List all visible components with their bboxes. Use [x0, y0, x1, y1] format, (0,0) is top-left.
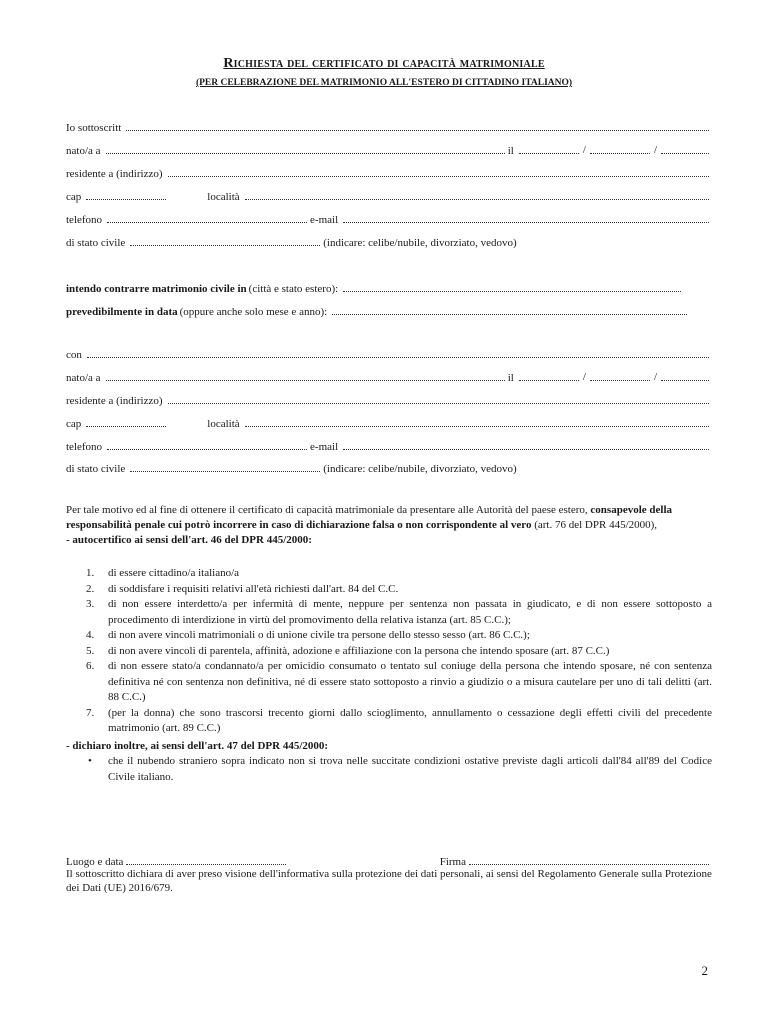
applicant-name-label: Io sottoscritt — [66, 122, 122, 134]
spouse-civil-status-hint: (indicare: celibe/nubile, divorziato, vedovo) — [323, 463, 517, 475]
spouse-phone-line[interactable] — [107, 449, 307, 450]
place-date-line[interactable] — [126, 864, 286, 865]
document-title: Richiesta del certificato di capacità matrimoniale — [223, 56, 545, 71]
declaration-intro-text: Per tale motivo ed al fine di ottenere il certificato di capacità matrimoniale da presentare alle Autorità del paese estero, — [66, 504, 588, 516]
list-item: 7. (per la donna) che sono trascorsi trecento giorni dallo scioglimento, annullamento o cessazione degli effetti civili del precedente matrimonio (art. 89 C.C.) — [86, 706, 712, 734]
applicant-name-field[interactable] — [66, 118, 712, 134]
list-item: 4. di non avere vincoli matrimoniali o di unione civile tra persone dello stesso sesso (art. 86 C.C.); — [86, 629, 530, 641]
applicant-civil-status-hint: (indicare: celibe/nubile, divorziato, vedovo) — [323, 237, 517, 249]
spouse-phone-label: telefono — [66, 441, 103, 453]
applicant-name-line[interactable] — [126, 130, 709, 131]
marriage-place-line[interactable] — [343, 291, 681, 292]
place-date-label: Luogo e data — [66, 856, 124, 868]
spouse-email-line[interactable] — [343, 449, 709, 450]
marriage-place-label: intendo contrarre matrimonio civile in — [66, 283, 247, 295]
marriage-place-hint: (città e stato estero): — [248, 283, 339, 295]
spouse-civil-status-line[interactable] — [130, 471, 320, 472]
spouse-residence-field[interactable] — [66, 391, 712, 407]
applicant-birthplace-line[interactable] — [106, 153, 505, 154]
declaration-intro — [66, 503, 712, 548]
spouse-con-label: con — [66, 349, 82, 361]
spouse-birth-label: nato/a a — [66, 372, 101, 384]
marriage-date-label: prevedibilmente in data — [66, 306, 178, 318]
applicant-civil-status-label: di stato civile — [66, 237, 126, 249]
signature-line[interactable] — [469, 864, 709, 865]
spouse-birth-day-line[interactable] — [519, 380, 579, 381]
place-date-signature-row[interactable] — [66, 852, 712, 868]
spouse-birthplace-line[interactable] — [106, 380, 505, 381]
spouse-residence-label: residente a (indirizzo) — [66, 395, 163, 407]
applicant-cap-line[interactable] — [86, 199, 166, 200]
privacy-note: Il sottoscritto dichiara di aver preso visione dell'informativa sulla protezione dei dati personali, ai sensi del Regolamento Generale sulla Protezione dei Dati (UE) 2016/679. — [66, 868, 712, 894]
applicant-birth-label: nato/a a — [66, 145, 101, 157]
applicant-residence-label: residente a (indirizzo) — [66, 168, 163, 180]
applicant-residence-line[interactable] — [168, 176, 709, 177]
applicant-birth-day-line[interactable] — [519, 153, 579, 154]
applicant-cap-locality-field[interactable] — [66, 187, 712, 203]
spouse-birth-year-line[interactable] — [661, 380, 709, 381]
applicant-email-label: e-mail — [310, 214, 339, 226]
applicant-birth-month-line[interactable] — [590, 153, 650, 154]
applicant-civil-status-line[interactable] — [130, 245, 320, 246]
document-subtitle: (PER CELEBRAZIONE DEL MATRIMONIO ALL'ESTERO DI CITTADINO ITALIANO) — [195, 78, 573, 88]
list-item: 6. di non essere stato/a condannato/a per omicidio consumato o tentato sul coniuge della persona che intendo sposare, né con sentenza definitiva né con sentenza non definitiva, né di essere stato sottoposto a rinvio a giudizio o a misura cautelare per uno di tali delitti (art. 88 C.C.) — [86, 660, 712, 703]
spouse-email-label: e-mail — [310, 441, 339, 453]
spouse-date-label: il — [507, 372, 514, 384]
spouse-contact-field[interactable] — [66, 437, 712, 453]
signature-label: Firma — [439, 856, 466, 868]
applicant-date-label: il — [507, 145, 514, 157]
marriage-date-field[interactable] — [66, 302, 690, 318]
date-separator: / — [653, 144, 657, 156]
spouse-birth-month-line[interactable] — [590, 380, 650, 381]
applicant-phone-label: telefono — [66, 214, 103, 226]
self-cert-list — [66, 566, 712, 785]
date-separator: / — [582, 371, 586, 383]
spouse-cap-line[interactable] — [86, 426, 166, 427]
applicant-birth-field[interactable] — [66, 141, 712, 157]
applicant-residence-field[interactable] — [66, 164, 712, 180]
applicant-locality-label: località — [207, 191, 240, 203]
applicant-cap-label: cap — [66, 191, 82, 203]
page-number: 2 — [701, 963, 708, 978]
applicant-email-line[interactable] — [343, 222, 709, 223]
spouse-locality-label: località — [207, 418, 240, 430]
spouse-civil-status-field[interactable] — [66, 459, 712, 475]
spouse-name-line[interactable] — [87, 357, 709, 358]
list-item: • che il nubendo straniero sopra indicato non si trova nelle succitate condizioni ostative previste dagli articoli dall'84 all'89 del Codice Civile italiano. — [88, 755, 712, 783]
applicant-contact-field[interactable] — [66, 210, 712, 226]
applicant-civil-status-field[interactable] — [66, 233, 712, 249]
list-item: 3. di non essere interdetto/a per infermità di mente, neppure per sentenza non passata in giudicato, e di non essere sottoposto a procedimento di interdizione in virtù del promovimento della relativa istanza (art. 85 C.C.); — [86, 598, 712, 626]
self-cert-heading: - autocertifico ai sensi dell'art. 46 del DPR 445/2000: — [66, 534, 312, 546]
marriage-place-field[interactable] — [66, 279, 684, 295]
spouse-cap-locality-field[interactable] — [66, 414, 712, 430]
date-separator: / — [582, 144, 586, 156]
spouse-name-field[interactable] — [66, 345, 712, 361]
date-separator: / — [653, 371, 657, 383]
list-item: 2. di soddisfare i requisiti relativi all'età richiesti dall'art. 84 del C.C. — [86, 582, 399, 595]
further-declaration-heading: - dichiaro inoltre, ai sensi dell'art. 47 del DPR 445/2000: — [66, 739, 329, 752]
bullet-icon: • — [88, 755, 92, 767]
declaration-responsibility: consapevole della responsabilità penale cui potrò incorrere in caso di dichiarazione falsa o non corrispondente al vero — [66, 504, 673, 531]
applicant-birth-year-line[interactable] — [661, 153, 709, 154]
list-item: 1. di essere cittadino/a italiano/a — [86, 567, 240, 579]
applicant-phone-line[interactable] — [107, 222, 307, 223]
spouse-civil-status-label: di stato civile — [66, 463, 126, 475]
spouse-residence-line[interactable] — [168, 403, 709, 404]
spouse-locality-line[interactable] — [245, 426, 709, 427]
marriage-date-hint: (oppure anche solo mese e anno): — [179, 306, 328, 318]
applicant-locality-line[interactable] — [245, 199, 709, 200]
declaration-reference: (art. 76 del DPR 445/2000), — [534, 519, 658, 531]
marriage-date-line[interactable] — [332, 314, 687, 315]
spouse-birth-field[interactable] — [66, 368, 712, 384]
list-item: 5. di non avere vincoli di parentela, affinità, adozione e affiliazione con la persona che intendo sposare (art. 87 C.C.) — [86, 644, 610, 657]
spouse-cap-label: cap — [66, 418, 82, 430]
